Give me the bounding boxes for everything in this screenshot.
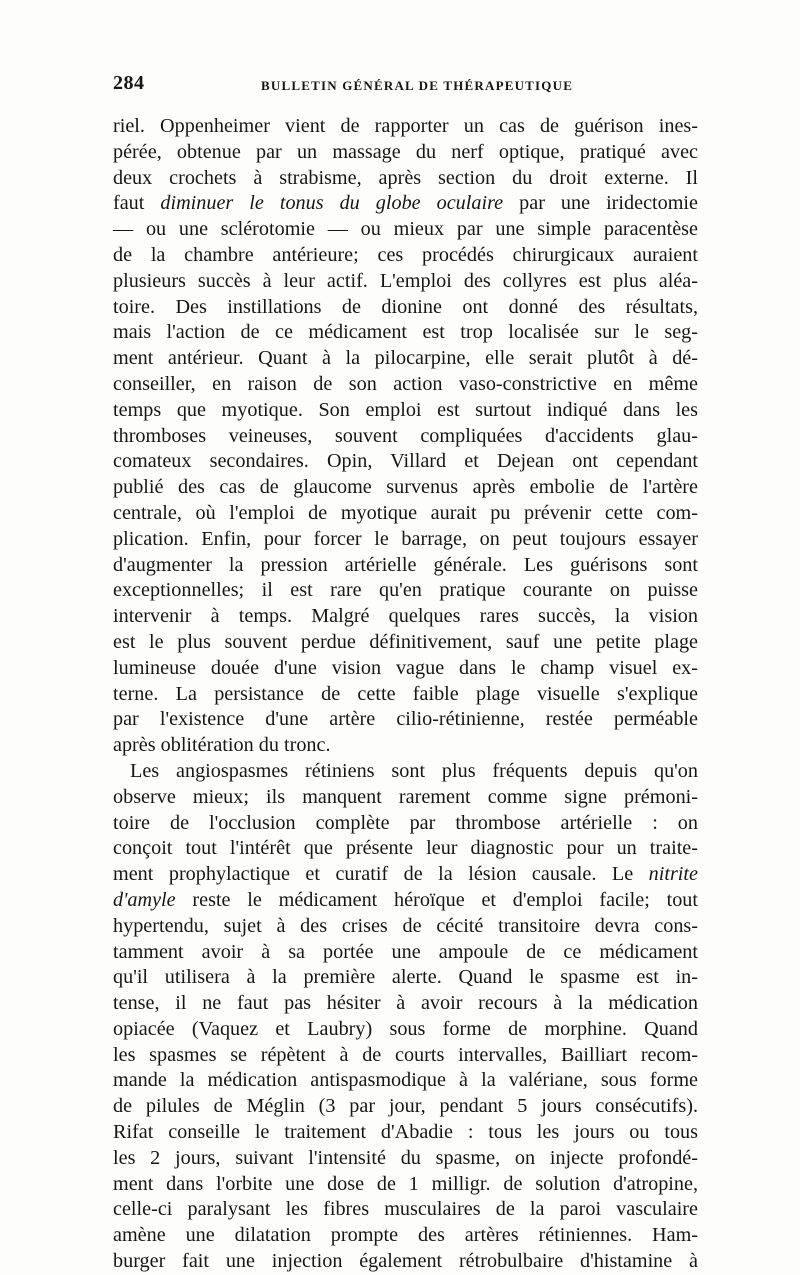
text-segment: les 2 jours, suivant l'intensité du spasme, on injecte profondé- [113,1146,698,1169]
text-segment: deux crochets à strabisme, après section du droit externe. Il [113,166,698,189]
text-segment: pérée, obtenue par un massage du nerf optique, pratiqué avec [113,140,698,163]
text-line [113,1120,698,1146]
text-line [113,682,698,708]
text-line [113,295,698,321]
italic-text: d'amyle [113,888,176,911]
text-line [113,114,698,140]
text-line [113,166,698,192]
text-line [113,1017,698,1043]
text-segment: ment antérieur. Quant à la pilocarpine, elle serait plutôt à dé- [113,347,698,370]
text-line [113,914,698,940]
italic-text: diminuer le tonus du globe oculaire [160,192,504,215]
text-line [113,836,698,862]
text-line [113,424,698,450]
text-segment: est le plus souvent perdue définitivement, sauf une petite plage [113,630,698,653]
text-segment: reste le médicament héroïque et d'emploi facile; tout [175,888,698,911]
text-segment: de pilules de Méglin (3 par jour, pendant 5 jours consécutifs). [113,1095,698,1118]
text-line [113,372,698,398]
text-segment: après oblitération du tronc. [113,734,331,757]
text-line [113,140,698,166]
text-segment: de la chambre antérieure; ces procédés chirurgicaux auraient [113,243,698,266]
text-line [113,888,698,914]
text-line [113,398,698,424]
text-line [113,1172,698,1198]
text-line [113,940,698,966]
text-segment: publié des cas de glaucome survenus après embolie de l'artère [113,476,698,499]
text-line [113,527,698,553]
text-segment: toire. Des instillations de dionine ont donné des résultats, [113,295,698,318]
text-segment: plication. Enfin, pour forcer le barrage, on peut toujours essayer [113,527,698,550]
text-segment: les spasmes se répètent à de courts intervalles, Bailliart recom- [113,1043,698,1066]
text-line [113,475,698,501]
text-segment: ment prophylactique et curatif de la lésion causale. Le [113,863,649,886]
text-segment: centrale, où l'emploi de myotique aurait pu prévenir cette com- [113,501,698,524]
text-segment: tense, il ne faut pas hésiter à avoir recours à la médication [113,992,698,1015]
text-line [113,862,698,888]
text-segment: hypertendu, sujet à des crises de cécité transitoire devra cons- [113,914,698,937]
text-segment: mais l'action de ce médicament est trop localisée sur le seg- [113,321,698,344]
text-line [113,553,698,579]
text-line [113,604,698,630]
text-line [113,811,698,837]
text-segment: amène une dilatation prompte des artères rétiniennes. Ham- [113,1224,698,1247]
text-segment: tamment avoir à sa portée une ampoule de ce médicament [113,940,698,963]
text-segment: burger fait une injection également rétrobulbaire d'histamine à [113,1250,698,1273]
text-segment: — ou une sclérotomie — ou mieux par une simple paracentèse [113,218,698,241]
text-segment: lumineuse douée d'une vision vague dans le champ visuel ex- [113,656,698,679]
text-segment: ment dans l'orbite une dose de 1 milligr. de solution d'atropine, [113,1172,698,1195]
text-line [113,630,698,656]
text-segment: opiacée (Vaquez et Laubry) sous forme de morphine. Quand [113,1017,698,1040]
text-segment: d'augmenter la pression artérielle générale. Les guérisons sont [113,553,698,576]
text-segment: terne. La persistance de cette faible plage visuelle s'explique [113,682,698,705]
text-segment: faut [113,192,161,215]
text-segment: qu'il utilisera à la première alerte. Quand le spasme est in- [113,966,698,989]
text-line [113,733,698,759]
text-line [113,501,698,527]
text-line [113,269,698,295]
text-line [113,707,698,733]
body-text [113,114,698,1275]
text-segment: observe mieux; ils manquent rarement comme signe prémoni- [113,785,698,808]
text-line [113,320,698,346]
text-line [113,1197,698,1223]
text-segment: intervenir à temps. Malgré quelques rares succès, la vision [113,605,698,628]
text-segment: comateux secondaires. Opin, Villard et Dejean ont cependant [113,450,698,473]
text-segment: plusieurs succès à leur actif. L'emploi des collyres est plus aléa- [113,269,698,292]
text-line [113,1223,698,1249]
text-line [113,346,698,372]
text-line [113,1043,698,1069]
text-line [113,1068,698,1094]
text-segment: mande la médication antispasmodique à la valériane, sous forme [113,1069,698,1092]
text-line [113,1094,698,1120]
text-segment: exceptionnelles; il est rare qu'en pratique courante on puisse [113,579,698,602]
text-line [113,243,698,269]
page-number: 284 [113,72,145,94]
text-segment: temps que myotique. Son emploi est surtout indiqué dans les [113,398,698,421]
italic-text: nitrite [648,863,698,886]
page-header [113,72,698,100]
text-line [113,656,698,682]
text-line [113,578,698,604]
text-line [113,449,698,475]
text-segment: Les angiospasmes rétiniens sont plus fréquents depuis qu'on [130,759,698,782]
text-segment: celle-ci paralysant les fibres musculaires de la paroi vasculaire [113,1198,698,1221]
text-segment: par l'existence d'une artère cilio-rétinienne, restée perméable [113,708,698,731]
text-segment: thromboses veineuses, souvent compliquées d'accidents glau- [113,424,698,447]
text-segment: riel. Oppenheimer vient de rapporter un cas de guérison ines- [113,115,698,137]
text-segment: conseiller, en raison de son action vaso-constrictive en même [113,372,698,395]
text-segment: par une iridectomie [503,192,698,215]
text-line [113,191,698,217]
text-line [113,785,698,811]
text-line [113,1146,698,1172]
text-line [113,217,698,243]
text-segment: toire de l'occlusion complète par thrombose artérielle : on [113,811,698,834]
text-segment: Rifat conseille le traitement d'Abadie : tous les jours ou tous [113,1121,698,1144]
text-line [113,991,698,1017]
text-line [113,965,698,991]
running-title: BULLETIN GÉNÉRAL DE THÉRAPEUTIQUE [261,78,574,93]
text-line [113,759,698,785]
text-segment: conçoit tout l'intérêt que présente leur diagnostic pour un traite- [113,837,698,860]
text-line [113,1249,698,1275]
